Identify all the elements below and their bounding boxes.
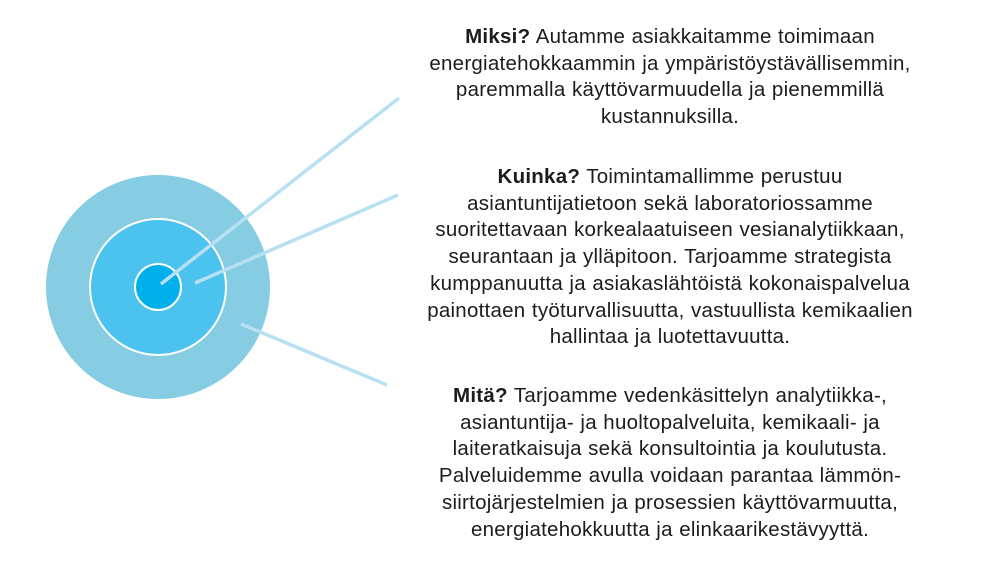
section-why-line-2: energiatehokkaammin ja ympäristöystävällisemmin, [429, 51, 911, 75]
section-how-line-1 [360, 164, 980, 191]
section-why-line-3: paremmalla käyttövarmuudella ja pienemmillä [455, 78, 885, 102]
section-why-line-1 [360, 24, 980, 51]
section-how [360, 164, 980, 351]
section-what-heading: Mitä? [453, 384, 508, 407]
section-what-text: Tarjoamme vedenkäsittelyn analytiikka-, [507, 384, 887, 407]
section-why-text: Autamme asiakkaitamme toimimaan [530, 25, 875, 48]
section-why [360, 24, 980, 131]
section-how-line-4: seurantaan ja ylläpitoon. Tarjoamme strategista [448, 245, 892, 269]
section-how-text: Toimintamallimme perustuu [580, 165, 843, 188]
section-what-line-1 [360, 383, 980, 410]
section-how-line-2: asiantuntijatietoon sekä laboratoriossamme [467, 191, 873, 215]
section-what-line-3: laiteratkaisuja sekä konsultointia ja koulutusta. [452, 437, 888, 461]
section-what-line-4: Palveluidemme avulla voidaan parantaa lämmön- [438, 464, 902, 488]
section-how-line-6: painottaen työturvallisuutta, vastuullista kemikaalien [427, 298, 913, 322]
inner-core-why [135, 264, 181, 310]
section-what-line-5: siirtojärjestelmien ja prosessien käyttövarmuutta, [441, 490, 899, 514]
section-how-line-3: suoritettavaan korkealaatuiseen vesianalytiikkaan, [435, 218, 905, 242]
section-why-heading: Miksi? [465, 25, 531, 48]
section-why-line-4: kustannuksilla. [600, 105, 740, 129]
section-what-line-2: asiantuntija- ja huoltopalveluita, kemikaali- ja [460, 410, 880, 434]
section-what [360, 383, 980, 543]
section-how-line-7: hallintaa ja luotettavuutta. [549, 325, 791, 349]
section-how-line-5: kumppanuutta ja asiakaslähtöistä kokonaispalvelua [430, 271, 910, 295]
section-how-heading: Kuinka? [497, 165, 581, 188]
section-what-line-6: energiatehokkuutta ja elinkaarikestävyyttä. [470, 517, 870, 541]
